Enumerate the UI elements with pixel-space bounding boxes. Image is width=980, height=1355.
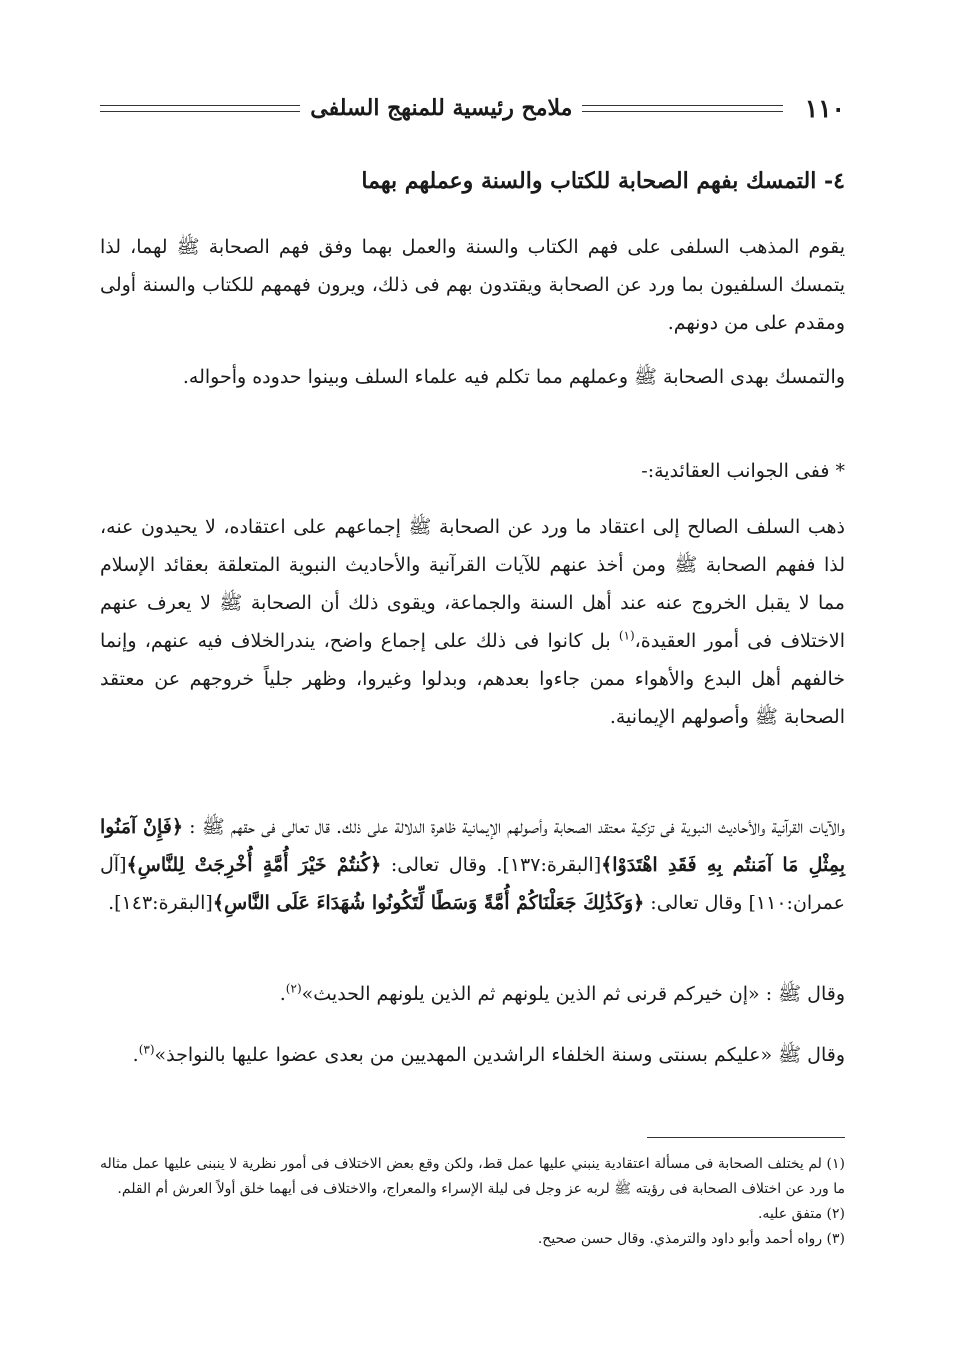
header-rule-left [100, 105, 300, 112]
paragraph-3 [100, 508, 845, 736]
footnote-2: (٢) متفق عليه. [757, 1206, 845, 1222]
quran-verse-1: ﴿فَإِنْ آمَنُوا بِمِثْلِ مَا آمَنتُم بِهِ فَقَدِ اهْتَدَوْا﴾ [100, 816, 845, 876]
running-title: ملامح رئيسية للمنهج السلفى [310, 95, 573, 121]
paragraph-4-text-c: [آل عمران:١١٠] وقال تعالى: [100, 854, 845, 914]
paragraph-4 [100, 808, 845, 922]
footnote-ref-1: (١) [618, 628, 635, 643]
paragraph-2: والتمسك بهدى الصحابة ﷺ وعملهم مما تكلم فيه علماء السلف وبينوا حدوده وأحواله. [182, 366, 845, 388]
section-heading: ٤- التمسك بفهم الصحابة للكتاب والسنة وعملهم بهما [361, 168, 845, 194]
footnote-ref-3: (٣) [138, 1042, 155, 1057]
paragraph-1: يقوم المذهب السلفى على فهم الكتاب والسنة والعمل بهما وفق فهم الصحابة ﷺ لهما، لذا يتمسك السلفيون بما ورد عن الصحابة ويقتدون بهم فى ذلك، ويرون فهمهم للكتاب والسنة أولى ومقدم على من دونهم. [100, 236, 845, 334]
book-page [100, 0, 845, 1355]
paragraph-5-text-b: . [279, 983, 286, 1005]
footnote-1: (١) لم يختلف الصحابة فى مسألة اعتقادية ينبني عليها عمل قط، ولكن وقع بعض الاختلاف فى أمور نظرية لا ينبنى عليها عمل مثاله ما ورد عن اختلاف الصحابة فى رؤيته ﷺ لربه عز وجل فى ليلة الإسراء والمعراج، والاختلاف فى أيهما خلق أولاً العرش أم القلم. [100, 1156, 845, 1197]
quran-verse-2: ﴿كُنتُمْ خَيْرَ أُمَّةٍ أُخْرِجَتْ لِلنَّاسِ﴾ [126, 854, 382, 876]
header-rule-right [582, 105, 782, 112]
paragraph-4-text-b: [البقرة:١٣٧]. وقال تعالى: [381, 854, 602, 876]
quran-verse-3: ﴿وَكَذَٰلِكَ جَعَلْنَاكُمْ أُمَّةً وَسَطًا لِّتَكُونُوا شُهَدَاءَ عَلَى النَّاسِ﴾ [212, 892, 645, 914]
paragraph-3-text-b: بل كانوا فى ذلك على إجماع واضح، يندرالخلاف فيه عنهم، وإنما خالفهم أهل البدع والأهواء ممن جاءوا بعدهم، وبدلوا وغيروا، وظهر جلياً خروجهم عن معتقد الصحابة ﷺ وأصولهم الإيمانية. [100, 630, 845, 728]
footnote-ref-2: (٢) [285, 981, 302, 996]
page-number: ١١٠ [804, 93, 845, 123]
paragraph-3-text-a: ذهب السلف الصالح إلى اعتقاد ما ورد عن الصحابة ﷺ إجماعهم على اعتقاده، لا يحيدون عنه، لذا ففهم الصحابة ﷺ ومن أخذ عنهم للآيات القرآنية والأحاديث النبوية المتعلقة بعقائد الإسلام مما لا يقبل الخروج عنه عند أهل السنة والجماعة، ويقوى ذلك أن الصحابة ﷺ لا يعرف عنهم الاختلاف فى أمور العقيدة، [100, 516, 845, 652]
paragraph-5 [100, 975, 845, 1013]
paragraph-5-text-a: وقال ﷺ : «إن خيركم قرنى ثم الذين يلونهم ثم الذين يلونهم الحديث» [301, 983, 845, 1005]
paragraph-4-text-d: [البقرة:١٤٣]. [108, 892, 213, 914]
bullet-heading: * ففى الجوانب العقائدية:- [641, 460, 845, 482]
paragraph-6-text-a: وقال ﷺ «عليكم بسنتى وسنة الخلفاء الراشدين المهديين من بعدى عضوا عليها بالنواجذ» [154, 1044, 845, 1066]
paragraph-6 [100, 1036, 845, 1074]
page-header [100, 92, 845, 124]
paragraph-6-text-b: . [132, 1044, 139, 1066]
paragraph-4-text-a: والآيات القرآنية والأحاديث النبوية فى تزكية معتقد الصحابة وأصولهم الإيمانية ظاهرة الدلالة على ذلك. قال تعالى فى حقهم ﷺ : [182, 816, 845, 838]
footnote-3: (٣) رواه أحمد وأبو داود والترمذي. وقال حسن صحيح. [537, 1231, 845, 1247]
footnotes [100, 1152, 845, 1252]
footnote-separator [647, 1137, 845, 1138]
